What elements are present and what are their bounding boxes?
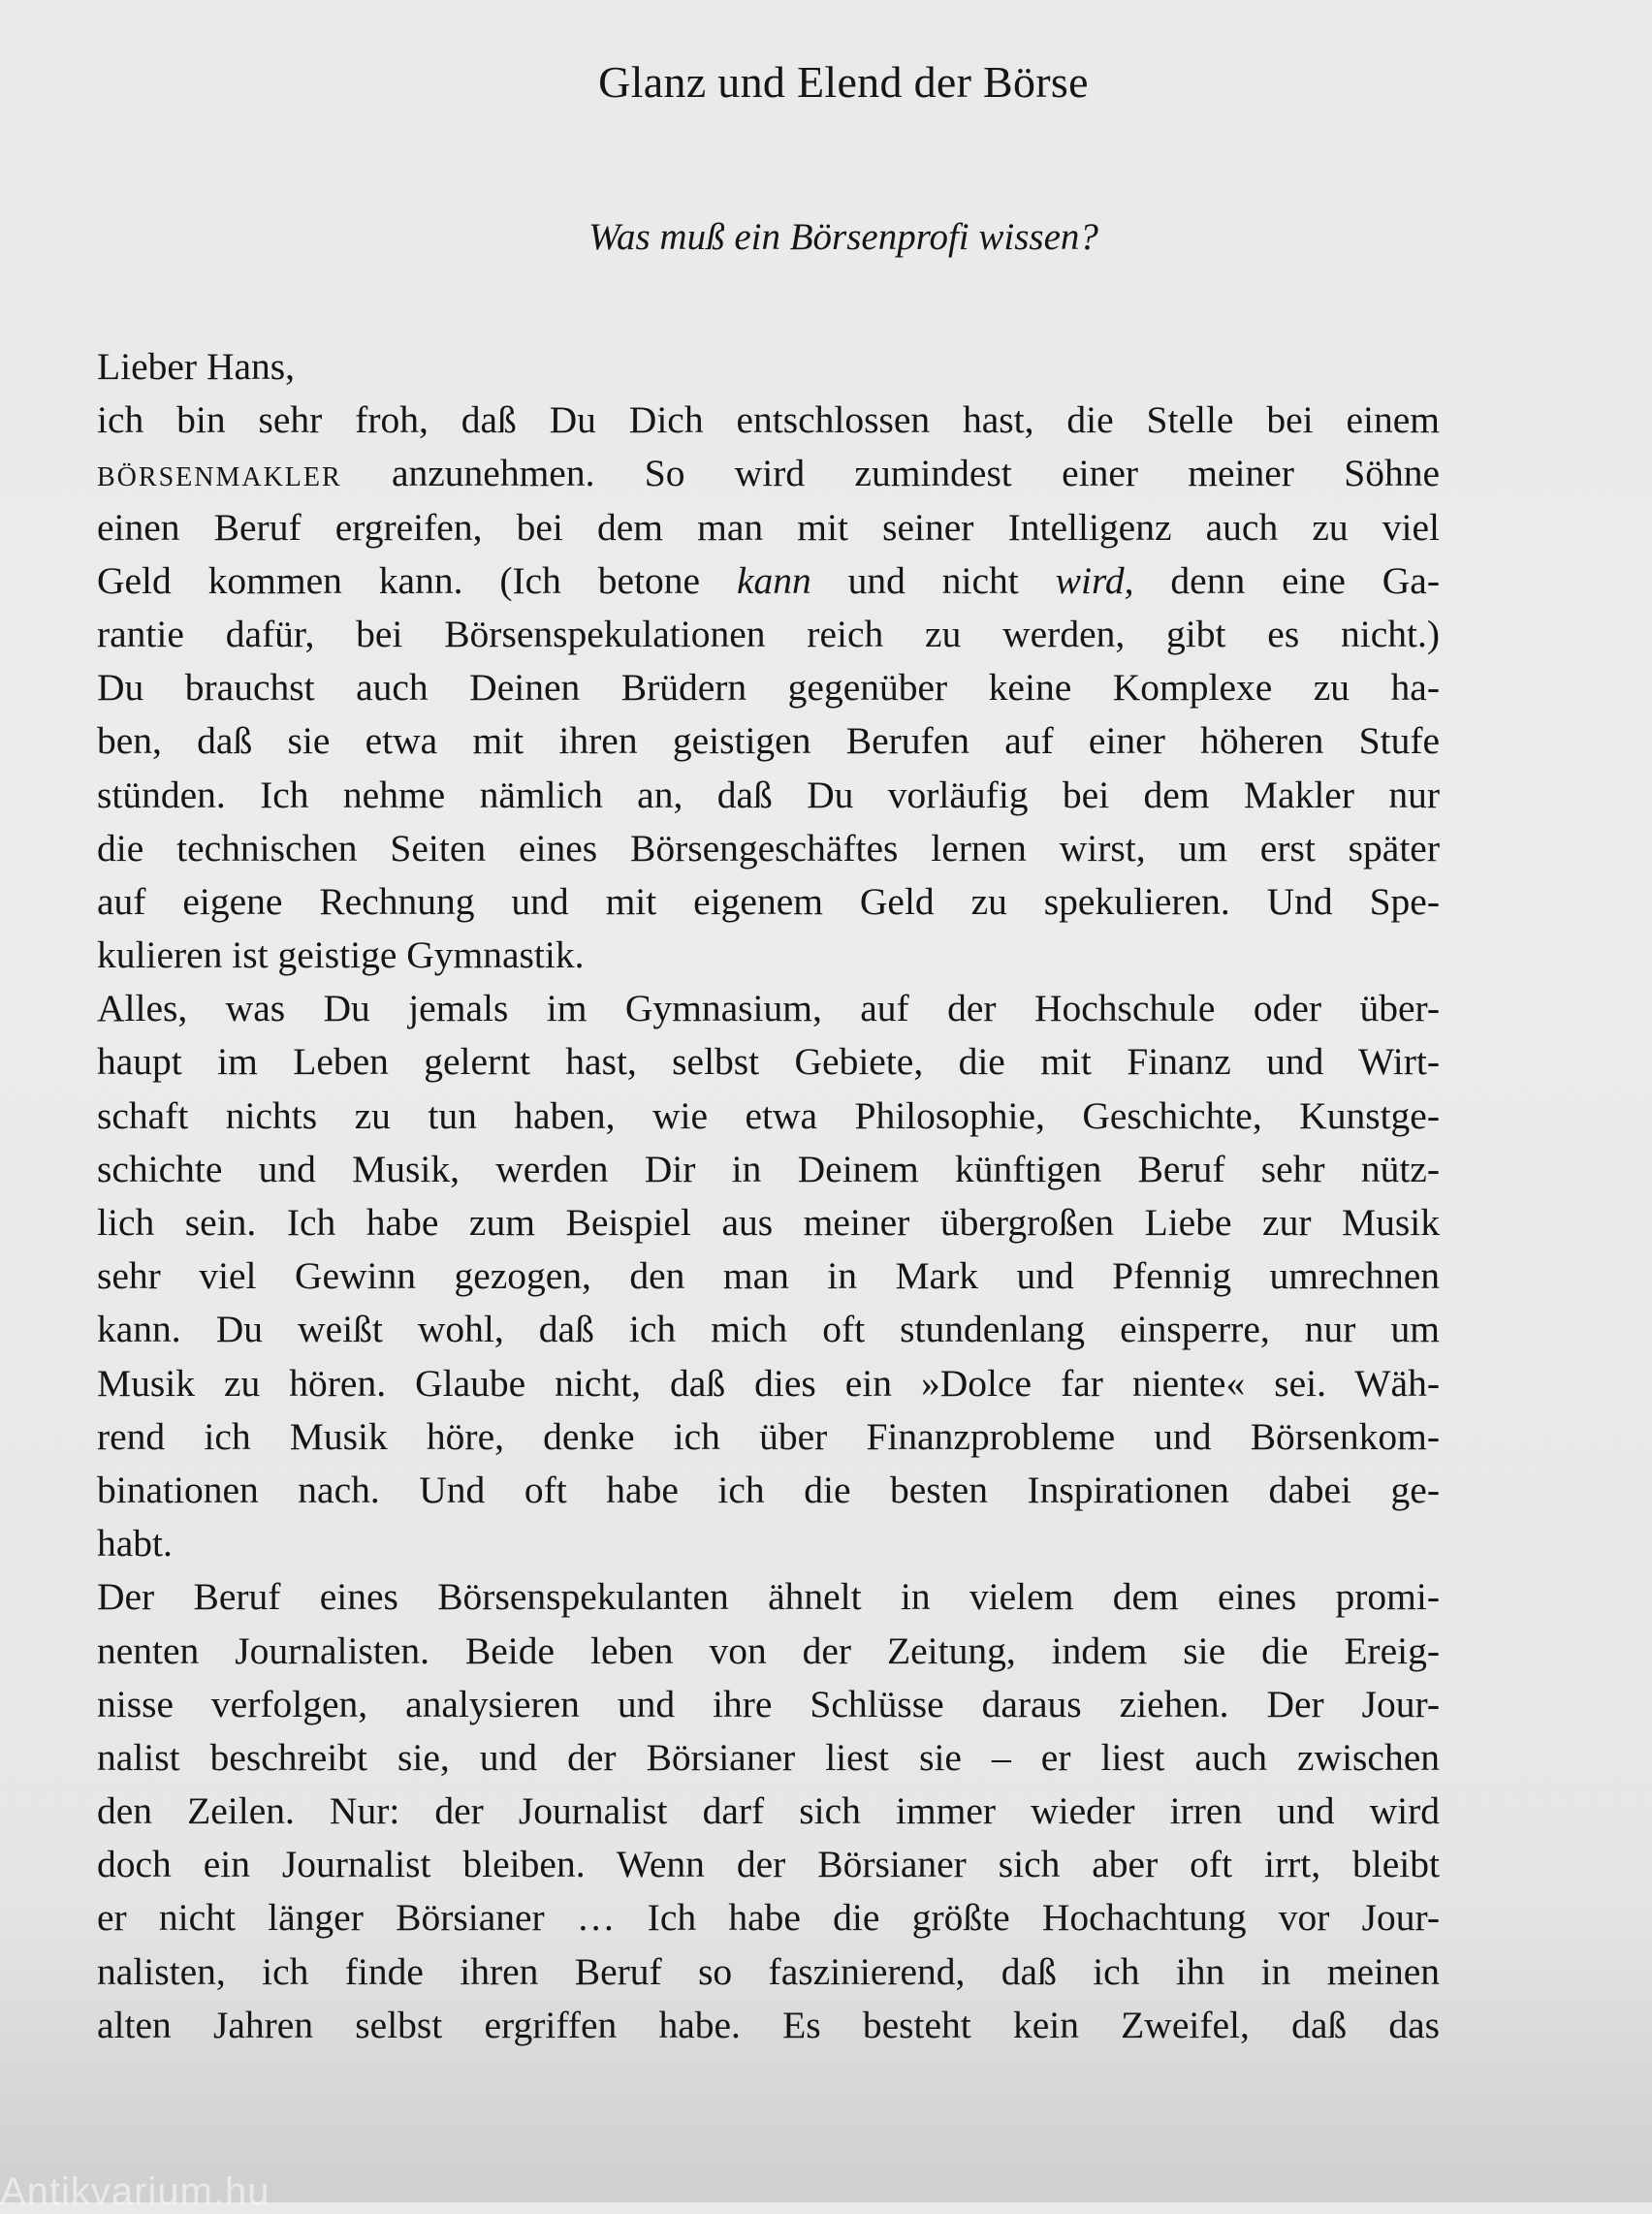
book-page (97, 47, 1440, 2160)
text-span: denn eine Ga- (1133, 558, 1440, 602)
text-line: habt. (97, 1522, 173, 1566)
text-line: kann. Du weißt wohl, daß ich mich oft stundenlang einsperre, nur um (97, 1308, 1440, 1351)
text-line: nisse verfolgen, analysieren und ihre Schlüsse daraus ziehen. Der Jour- (97, 1682, 1440, 1725)
text-line: kulieren ist geistige Gymnastik. (97, 933, 585, 977)
text-line: Musik zu hören. Glaube nicht, daß dies ein »Dolce far niente« sei. Wäh- (97, 1361, 1440, 1405)
text-line: schaft nichts zu tun haben, wie etwa Philosophie, Geschichte, Kunstge- (97, 1093, 1440, 1137)
text-line: nalist beschreibt sie, und der Börsianer liest sie – er liest auch zwischen (97, 1735, 1440, 1779)
text-line: ben, daß sie etwa mit ihren geistigen Berufen auf einer höheren Stufe (97, 719, 1440, 763)
book-title: Glanz und Elend der Börse (598, 57, 1089, 107)
chapter-title: Was muß ein Börsenprofi wissen? (588, 216, 1098, 258)
text-line: haupt im Leben gelernt hast, selbst Gebiete, die mit Finanz und Wirt- (97, 1040, 1440, 1084)
emphasis: kann (736, 558, 811, 602)
text-line: sehr viel Gewinn gezogen, den man in Mark und Pfennig umrechnen (97, 1254, 1440, 1298)
text-line: lich sein. Ich habe zum Beispiel aus meiner übergroßen Liebe zur Musik (97, 1201, 1440, 1244)
emphasis: wird, (1055, 558, 1134, 602)
letter-body (97, 340, 1440, 2052)
watermark: Antikvarium.hu (0, 2170, 270, 2213)
paragraph-3 (97, 1570, 1440, 2052)
text-span: anzunehmen. So wird zumindest einer meiner Söhne (341, 452, 1440, 495)
text-line: Alles, was Du jemals im Gymnasium, auf der Hochschule oder über- (97, 987, 1440, 1030)
text-line: doch ein Journalist bleiben. Wenn der Börsianer sich aber oft irrt, bleibt (97, 1843, 1440, 1886)
text-line: rantie dafür, bei Börsenspekulationen reich zu werden, gibt es nicht.) (97, 612, 1440, 655)
text-line: den Zeilen. Nur: der Journalist darf sich immer wieder irren und wird (97, 1789, 1440, 1833)
text-line: Der Beruf eines Börsenspekulanten ähnelt in vielem dem eines promi- (97, 1575, 1440, 1619)
text-line: alten Jahren selbst ergriffen habe. Es besteht kein Zweifel, daß das (97, 2003, 1440, 2046)
text-line: die technischen Seiten eines Börsengeschäftes lernen wirst, um erst später (97, 826, 1440, 870)
paragraph-1 (97, 394, 1440, 982)
text-line: stünden. Ich nehme nämlich an, daß Du vorläufig bei dem Makler nur (97, 773, 1440, 816)
text-line (97, 554, 1440, 608)
text-line: nenten Journalisten. Beide leben von der Zeitung, indem sie die Ereig- (97, 1629, 1440, 1672)
text-line: binationen nach. Und oft habe ich die besten Inspirationen dabei ge- (97, 1468, 1440, 1511)
text-line: er nicht länger Börsianer … Ich habe die größte Hochachtung vor Jour- (97, 1896, 1440, 1940)
text-span: und nicht (810, 558, 1056, 602)
text-line: Du brauchst auch Deinen Brüdern gegenüber keine Komplexe zu ha- (97, 666, 1440, 710)
salutation: Lieber Hans, (97, 345, 295, 388)
text-line: schichte und Musik, werden Dir in Deinem künftigen Beruf sehr nütz- (97, 1147, 1440, 1190)
text-span: Geld kommen kann. (Ich betone (97, 558, 737, 602)
text-line (97, 447, 1440, 500)
small-caps-term: BÖRSENMAKLER (97, 462, 342, 493)
paragraph-2 (97, 982, 1440, 1570)
text-line: nalisten, ich finde ihren Beruf so faszinierend, daß ich ihn in meinen (97, 1949, 1440, 1993)
text-line: ich bin sehr froh, daß Du Dich entschlossen hast, die Stelle bei einem (97, 398, 1440, 442)
text-line: einen Beruf ergreifen, bei dem man mit seiner Intelligenz auch zu viel (97, 505, 1440, 549)
text-line: rend ich Musik höre, denke ich über Finanzprobleme und Börsenkom- (97, 1414, 1440, 1458)
text-line: auf eigene Rechnung und mit eigenem Geld zu spekulieren. Und Spe- (97, 879, 1440, 923)
